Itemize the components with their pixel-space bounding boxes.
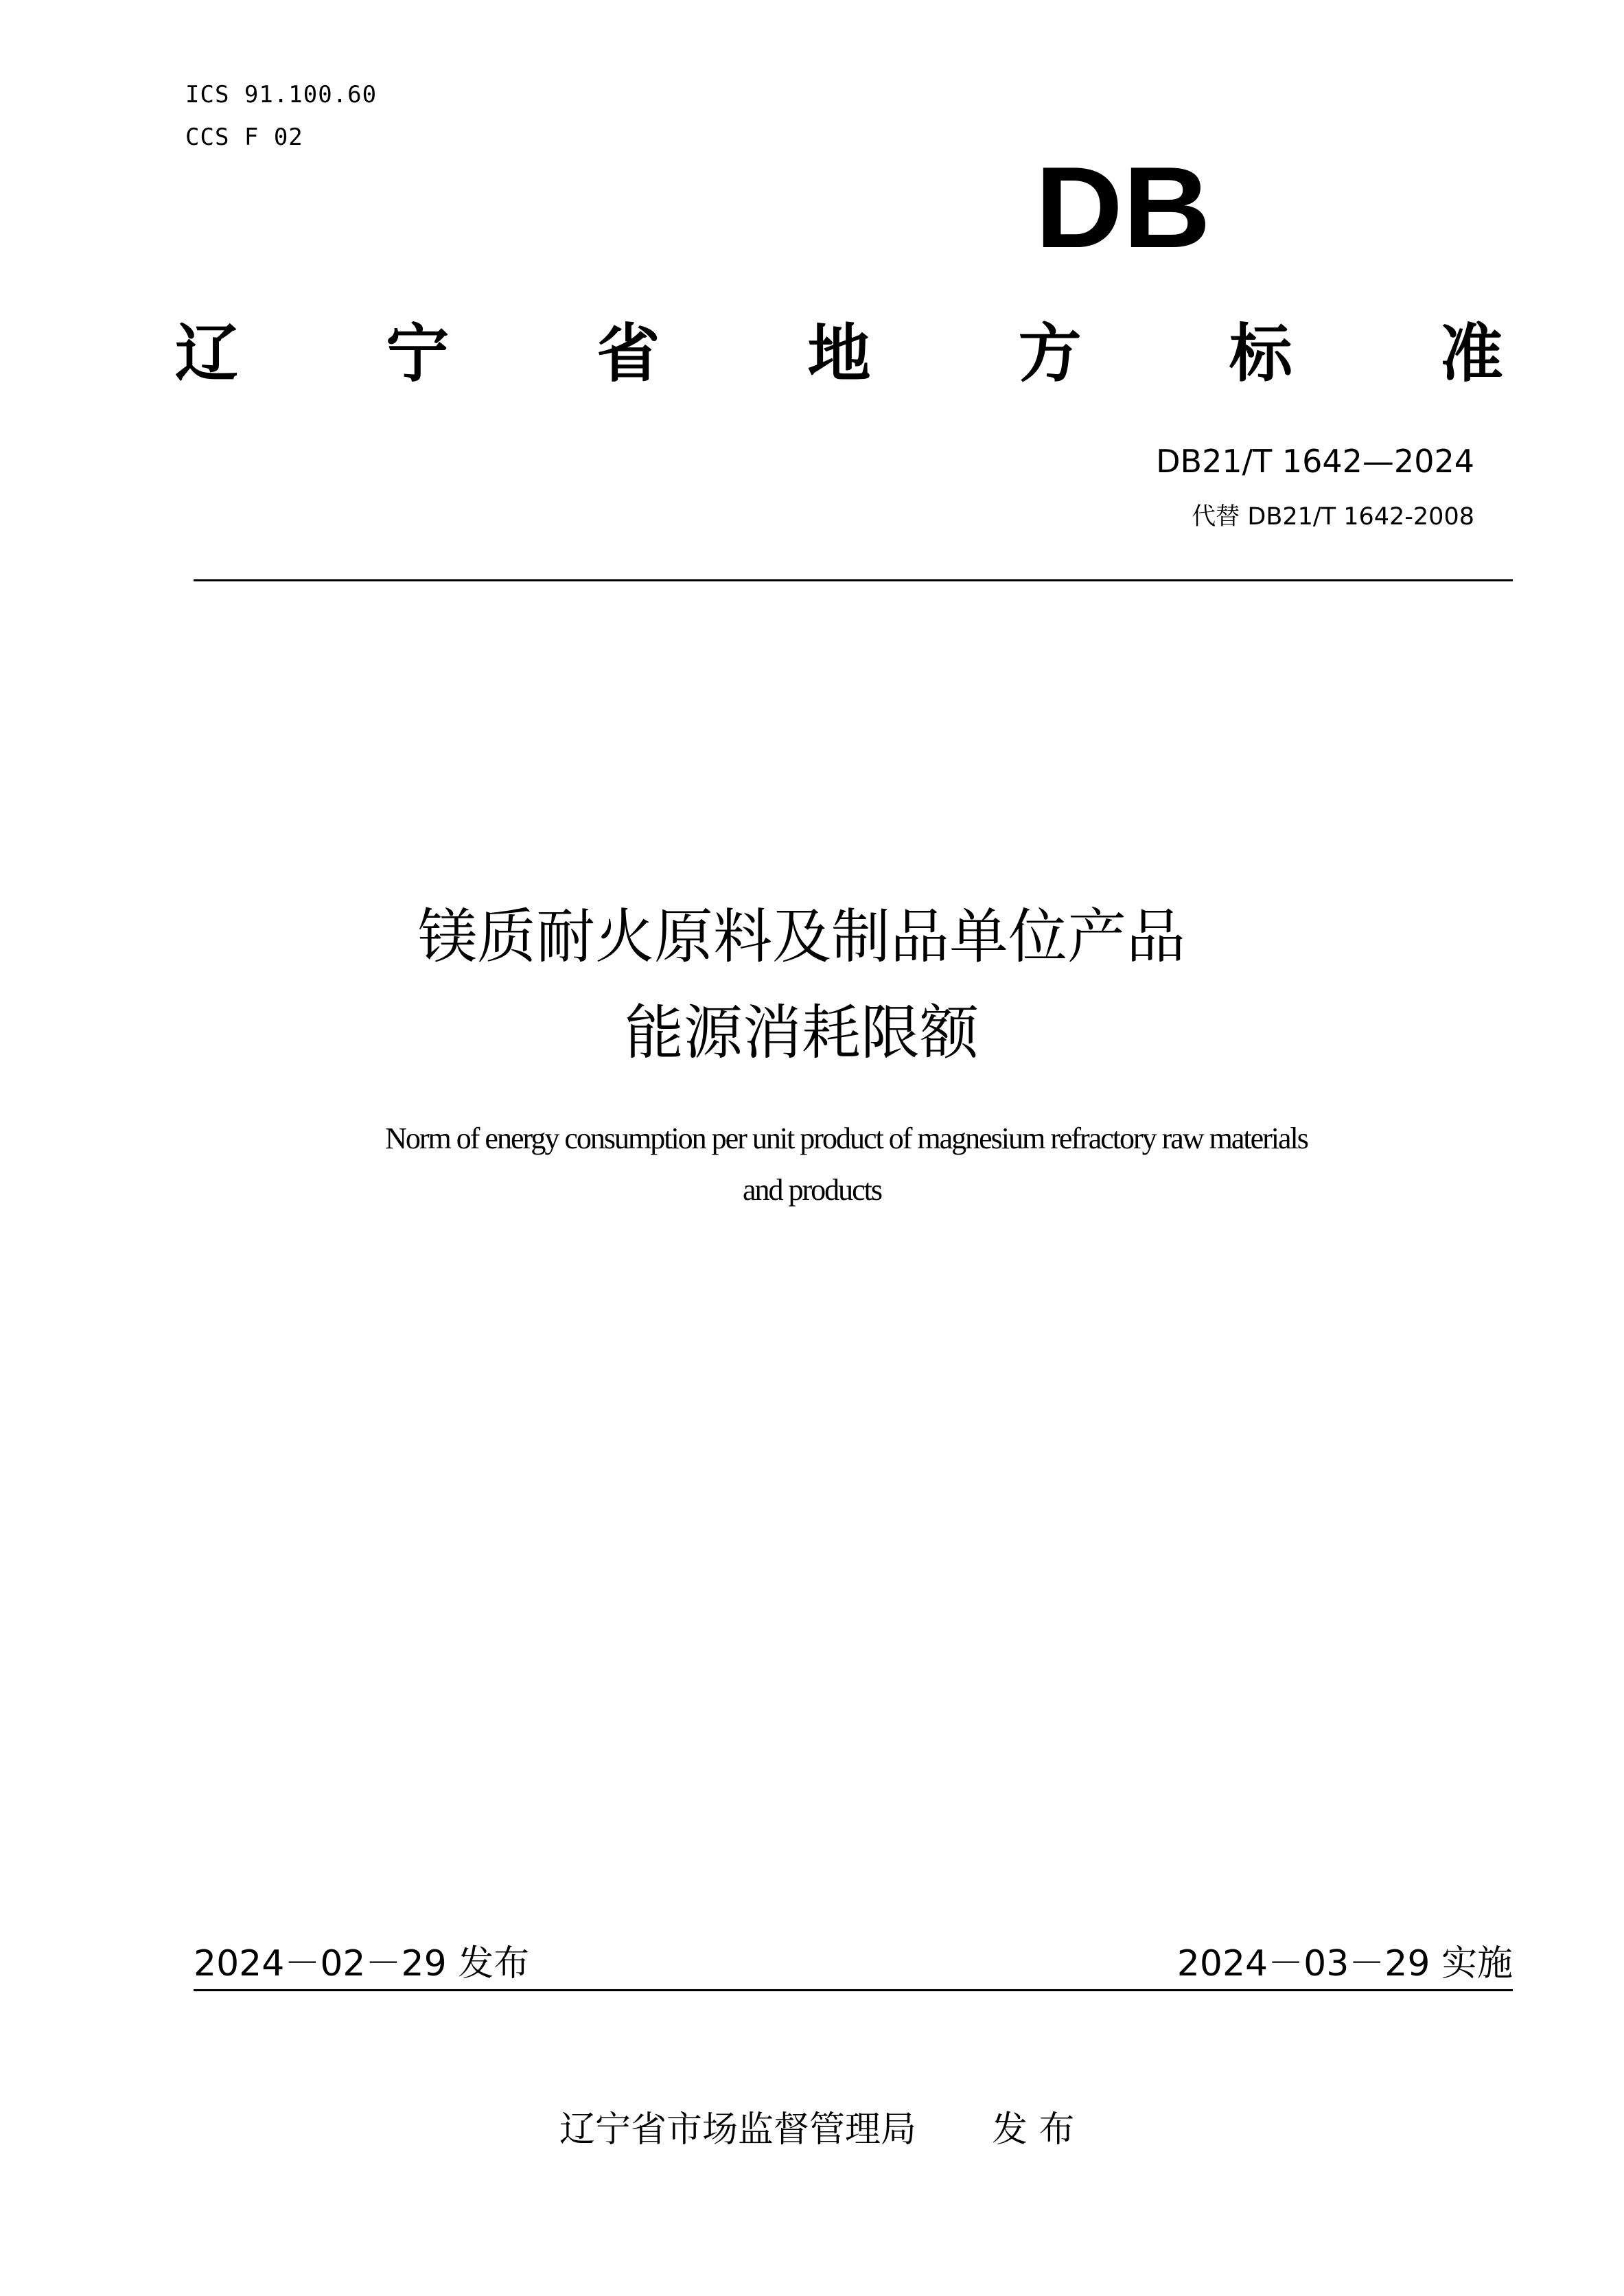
standard-type-char: 标 — [1229, 316, 1292, 391]
db-logo-text: DB — [1035, 161, 1211, 251]
title-cn-line2: 能源消耗限额 — [625, 999, 979, 1067]
standard-number: DB21/T 1642—2024 — [1156, 443, 1474, 480]
replaces-standard: 代替 DB21/T 1642-2008 — [1192, 503, 1474, 531]
standard-type-char: 省 — [596, 316, 660, 391]
title-cn-line1: 镁质耐火原料及制品单位产品 — [418, 903, 1185, 971]
title-en-line2: and products — [742, 1173, 882, 1207]
publisher-name: 辽宁省市场监督管理局 — [559, 2109, 917, 2150]
ccs-code: CCS F 02 — [185, 124, 303, 151]
header-divider — [194, 579, 1513, 581]
publisher-line — [559, 2100, 1075, 2152]
issue-date: 2024－02－29 发布 — [194, 1943, 530, 1984]
ics-code: ICS 91.100.60 — [185, 81, 378, 108]
date-divider — [194, 1989, 1513, 1991]
standard-type-char: 地 — [807, 316, 871, 391]
standard-type-heading — [175, 316, 1503, 391]
standard-type-char: 辽 — [175, 316, 239, 391]
standard-type-char: 方 — [1018, 316, 1082, 391]
publish-action: 发 布 — [992, 2109, 1075, 2150]
db-logo — [1033, 161, 1213, 251]
standard-type-char: 宁 — [386, 316, 450, 391]
implementation-date: 2024－03－29 实施 — [1176, 1943, 1513, 1984]
standard-type-char: 准 — [1439, 316, 1503, 391]
title-en-line1: Norm of energy consumption per unit product of magnesium refractory raw materials — [385, 1122, 1308, 1155]
